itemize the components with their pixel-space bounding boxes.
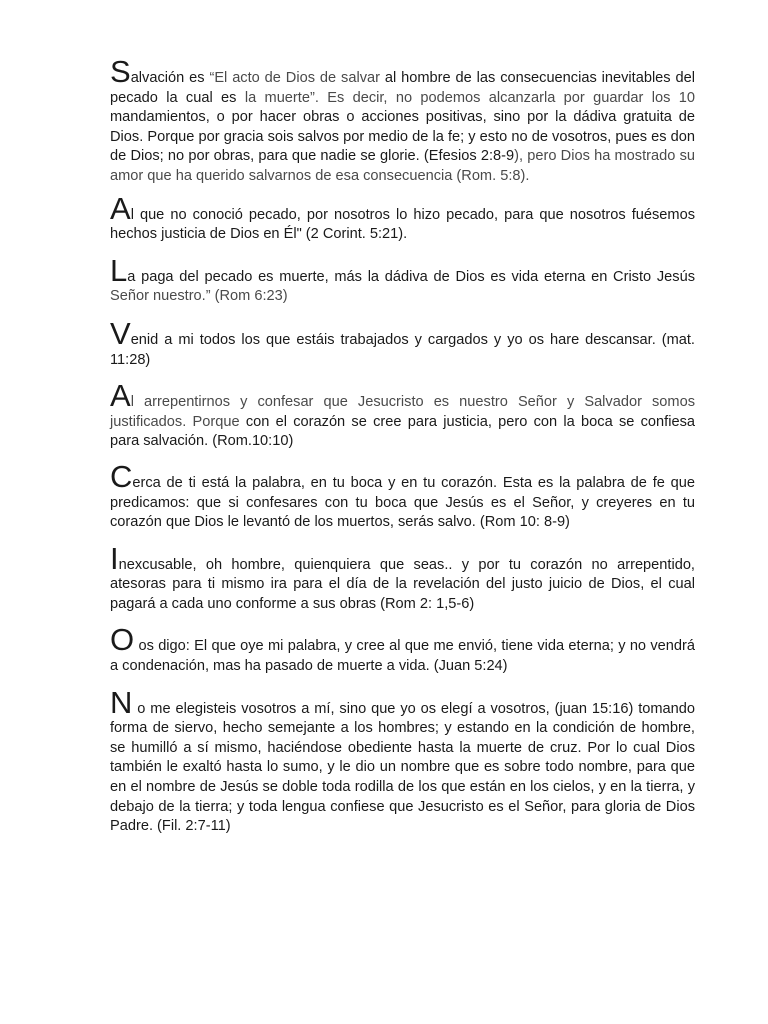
text-segment: Porque por gracia sois salvos por medio de la fe; y esto no de vosotros, pues es don de Dios; no por obras, para que nadie se glorie. (Efesios 2:8-9 xyxy=(110,128,695,165)
drop-cap-v: V xyxy=(110,315,131,351)
paragraph-inexcusable xyxy=(110,540,695,615)
text-segment: l que no conoció pecado, por nosotros lo hizo pecado, para que nosotros fuésemos hechos justicia de Dios en Él" (2 Corint. 5:21). xyxy=(110,206,695,243)
text-segment: con el corazón se cree para justicia, pero con la boca se confiesa para salvación. (Rom.10:10) xyxy=(110,413,695,450)
text-segment: nexcusable, oh hombre, quienquiera que seas.. y por tu corazón no arrepentido, atesoras para ti mismo ira para el día de la revelación del justo juicio de Dios, el cual pagará a cada uno conforme a sus obras (Rom 2: 1,5-6) xyxy=(110,556,695,612)
paragraph-os-digo xyxy=(110,622,695,676)
text-segment: o me elegisteis vosotros a mí, sino que yo os elegí a vosotros, (juan 15:16) tomando forma de siervo, hecho semejante a los hombres; y estando en la condición de hombre, se humilló a sí mismo, haciéndose obediente hasta la muerte de cruz. Por lo cual Dios también le exaltó hasta lo sumo, y le dio un nombre que es sobre todo nombre, para que en el nombre de Jesús se doble toda rodilla de los que están en los cielos, y en la tierra, y debajo de la tierra; y toda lengua confiese que Jesucristo es el Señor, para gloria de Dios Padre. (Fil. 2:7-11) xyxy=(110,700,695,835)
paragraph-al-arrepentirnos xyxy=(110,378,695,452)
paragraph-venid xyxy=(110,315,695,370)
text-segment: os digo: El que oye mi palabra, y cree al que me envió, tiene vida eterna; y no vendrá a condenación, mas ha pasado de muerte a vida. (Juan 5:24) xyxy=(110,638,695,675)
text-segment: ), pero Dios ha mostrado su amor que ha querido salvarnos de esa consecuencia (Rom. 5:8). xyxy=(110,148,695,184)
text-segment: alvación es xyxy=(130,70,210,86)
text-segment: enid a mi todos los que estáis trabajados y cargados y yo os hare descansar. (mat. 11:28) xyxy=(110,331,695,368)
drop-cap-l: L xyxy=(110,252,128,288)
text-segment: erca de ti está la palabra, en tu boca y en tu corazón. Esta es la palabra de fe que predicamos: que si confesares con tu boca que Jesús es el Señor, y creyeres en tu corazón que Dios le levantó de los muertos, serás salvo. (Rom 10: 8-9) xyxy=(110,474,695,531)
paragraph-al-que xyxy=(110,190,695,245)
drop-cap-n: N xyxy=(110,684,133,720)
drop-cap-c: C xyxy=(110,458,133,494)
text-segment: mandamientos, o por hacer obras o acciones positivas, sino por la dádiva gratuita de Dios. xyxy=(110,109,695,145)
paragraph-la-paga xyxy=(110,252,695,307)
drop-cap-a: A xyxy=(110,190,131,226)
paragraph-salvacion xyxy=(110,54,695,187)
text-segment: la muerte”. Es decir, no podemos alcanzarla por guardar los 10 xyxy=(244,89,695,106)
text-segment: “El acto de Dios de salvar xyxy=(209,70,380,86)
drop-cap-i: I xyxy=(110,540,119,576)
paragraph-no-me-elegisteis xyxy=(110,684,695,837)
text-segment: Señor nuestro.” (Rom 6:23) xyxy=(110,288,288,305)
text-segment: a paga del pecado es muerte, más la dádiva de Dios es vida eterna en Cristo Jesús xyxy=(127,268,695,285)
drop-cap-s: S xyxy=(110,54,131,89)
drop-cap-a: A xyxy=(110,378,131,414)
paragraph-cerca xyxy=(110,458,695,533)
document-page xyxy=(110,54,695,837)
drop-cap-o: O xyxy=(110,622,135,658)
text-segment: l arrepentirnos y confesar que Jesucristo es nuestro Señor y Salvador somos justificados. Porque xyxy=(110,394,695,430)
text-segment: al hombre de las consecuencias inevitables del pecado la cual es xyxy=(110,70,695,106)
